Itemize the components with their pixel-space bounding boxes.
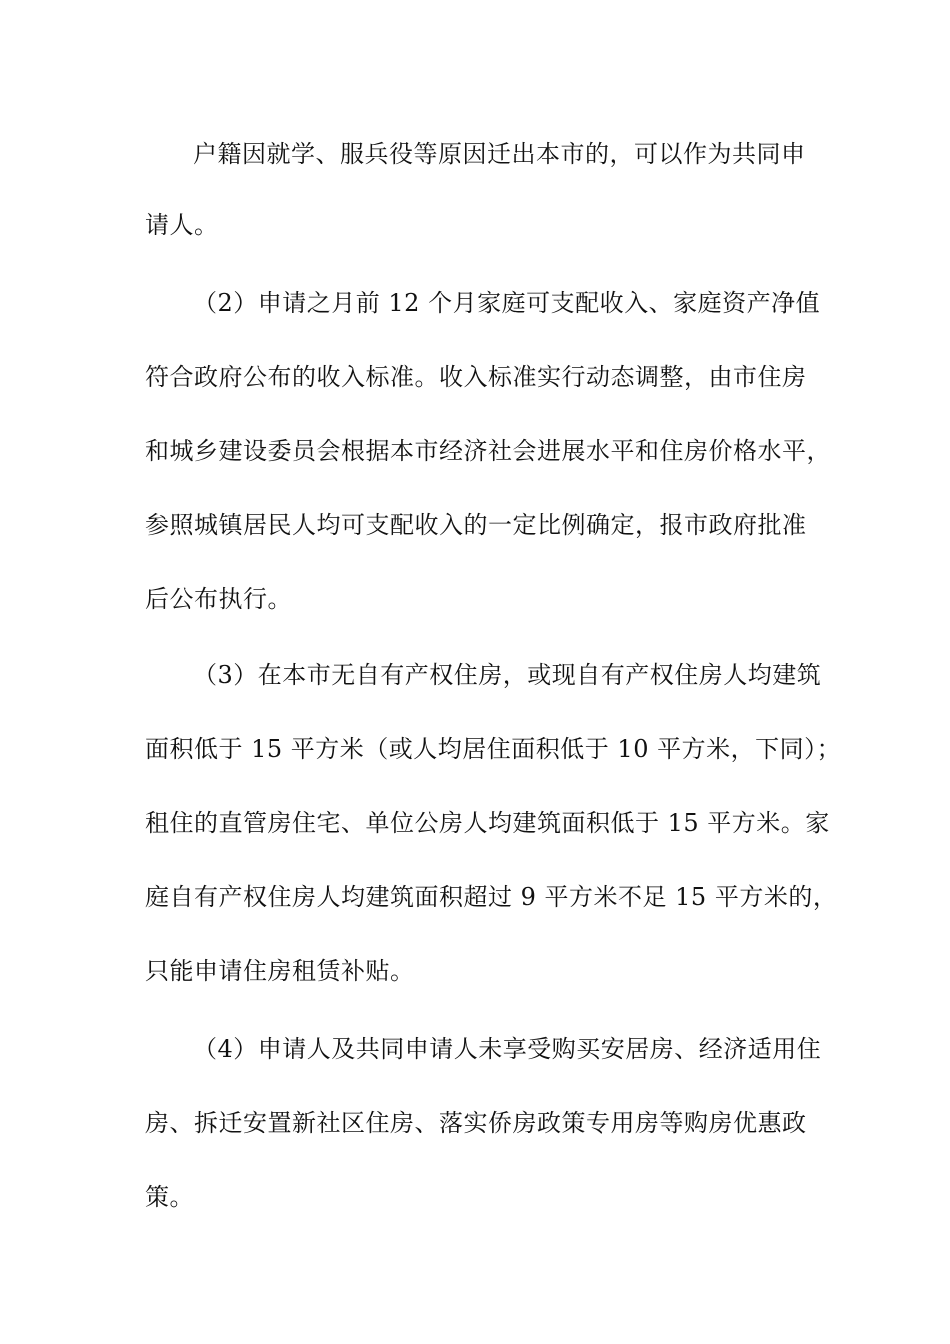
paragraph-4-line-2: 房、拆迁安置新社区住房、落实侨房政策专用房等购房优惠政 [145,1109,807,1137]
paragraph-2-line-4: 参照城镇居民人均可支配收入的一定比例确定，报市政府批准 [145,511,807,539]
paragraph-2-line-1: （2）申请之月前 12 个月家庭可支配收入、家庭资产净值 [193,289,821,317]
paragraph-2-line-5: 后公布执行。 [145,585,292,613]
paragraph-1-line-1: 户籍因就学、服兵役等原因迁出本市的，可以作为共同申 [193,140,806,168]
paragraph-3-line-1: （3）在本市无自有产权住房，或现自有产权住房人均建筑 [193,661,822,689]
paragraph-2-line-3: 和城乡建设委员会根据本市经济社会进展水平和住房价格水平， [145,437,831,465]
paragraph-3-line-4: 庭自有产权住房人均建筑面积超过 9 平方米不足 15 平方米的， [145,883,838,911]
paragraph-3-line-2: 面积低于 15 平方米（或人均居住面积低于 10 平方米，下同）； [145,735,842,763]
paragraph-3-line-5: 只能申请住房租赁补贴。 [145,957,415,985]
paragraph-4-line-1: （4）申请人及共同申请人未享受购买安居房、经济适用住 [193,1035,822,1063]
paragraph-4-line-3: 策。 [145,1183,194,1211]
paragraph-1-line-2: 请人。 [145,211,219,239]
paragraph-2-line-2: 符合政府公布的收入标准。收入标准实行动态调整，由市住房 [145,363,807,391]
paragraph-3-line-3: 租住的直管房住宅、单位公房人均建筑面积低于 15 平方米。家 [145,809,830,837]
